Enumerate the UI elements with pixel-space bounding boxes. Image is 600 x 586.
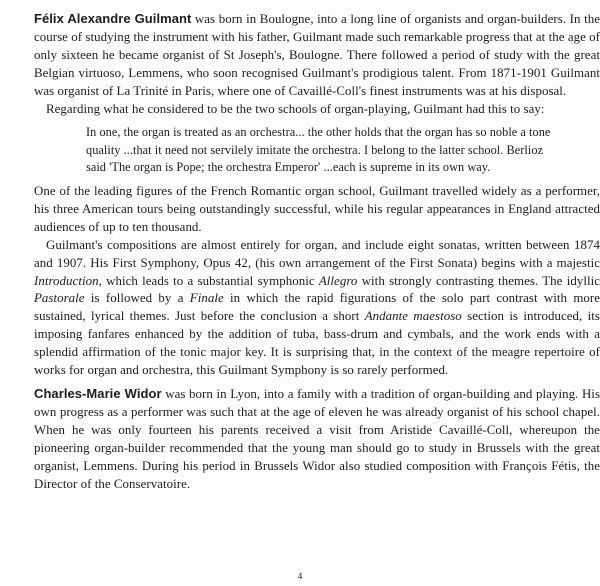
paragraph-widor-bio xyxy=(34,385,600,493)
guilmant-bio-text: was born in Boulogne, into a long line of organists and organ-builders. In the course of studying the instrument with his father, Guilmant made such remarkable progress that at the age of only sixteen he became organist of St Joseph's, Boulogne. There followed a period of study with the great Belgian virtuoso, Lemmens, who soon recognised Guilmant's prodigious talent. From 1871-1901 Guilmant was organist of La Trinité in Paris, where one of Cavaillé-Coll's finest instruments was at his disposal. xyxy=(34,12,600,98)
paragraph-two-schools: Regarding what he considered to be the two schools of organ-playing, Guilmant had this to say: xyxy=(46,101,545,116)
movement-title: Finale xyxy=(189,291,224,306)
movement-title: Introduction xyxy=(34,273,99,288)
paragraph-compositions: Guilmant's compositions are almost entirely for organ, and include eight sonatas, written between 1874 and 1907. His First Symphony, Opus 42, (his own arrangement of the First Sonata) begins with a majestic Introduction, which leads to a substantial symphonic Allegro with strongly contrasting themes. The idyllic Pastorale is followed by a Finale in which the rapid figurations of the solo part contrast with more sustained, lyrical themes. Just before the conclusion a short Andante maestoso section is introduced, its imposing fanfares enhanced by the addition of tuba, bass-drum and cymbals, and the work ends with a splendid affirmation of the tonic major key. It is surprising that, in the context of the meagre repertoire of works for organ and orchestra, this Guilmant Symphony is so rarely performed. xyxy=(34,237,600,378)
paragraph-french-romantic: One of the leading figures of the French Romantic organ school, Guilmant travelled widely as a performer, his three American tours being outstandingly successful, while his regular appearances in England attracted audiences of up to ten thousand. xyxy=(34,184,600,234)
movement-title: Pastorale xyxy=(34,291,85,306)
block-quote: In one, the organ is treated as an orchestra... the other holds that the organ has so noble a tone quality ...that it need not servilely imitate the orchestra. I belong to the latter school. Berlioz said 'The organ is Pope; the orchestra Emperor' ...each is supreme in its own way. xyxy=(86,125,551,174)
movement-title: Andante maestoso xyxy=(364,309,462,324)
composer-name-guilmant: Félix Alexandre Guilmant xyxy=(34,11,192,26)
composer-name-widor: Charles-Marie Widor xyxy=(34,386,162,402)
page-number: 4 xyxy=(297,571,303,581)
movement-title: Allegro xyxy=(318,273,358,288)
widor-bio-text: was born in Lyon, into a family with a tradition of organ-building and playing. His own progress as a performer was such that at the age of eleven he was already organist of his school chapel. When he was only fourteen his parents received a visit from Aristide Cavaillé-Coll, whereupon the pioneering organ-builder recommended that the young man should go to study in Brussels with the great organist, Lemmens. During his period in Brussels Widor also studied composition with François Fétis, the Director of the Conservatoire. xyxy=(34,387,600,491)
paragraph-guilmant-bio xyxy=(34,10,600,101)
body-text xyxy=(34,10,600,493)
